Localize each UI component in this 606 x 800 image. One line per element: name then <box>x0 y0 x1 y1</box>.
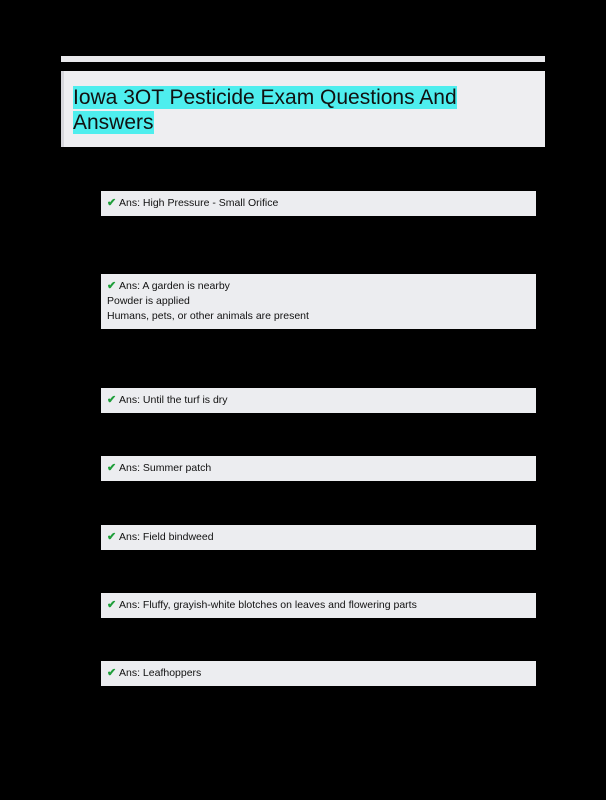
answer-line: ✔ Ans: Summer patch <box>107 462 212 474</box>
page-title: Iowa 3OT Pesticide Exam Questions And Answers <box>73 86 457 134</box>
checkmark-icon: ✔ <box>107 599 117 611</box>
checkmark-icon: ✔ <box>107 531 117 543</box>
checkmark-icon: ✔ <box>107 280 117 292</box>
answer-line: ✔ Ans: Field bindweed <box>107 531 214 543</box>
answer-line: Powder is applied <box>107 295 190 307</box>
answer-line: ✔ Ans: High Pressure - Small Orifice <box>107 197 279 209</box>
answer-line: Humans, pets, or other animals are present <box>107 310 309 322</box>
checkmark-icon: ✔ <box>107 667 117 679</box>
answer-block <box>101 593 536 618</box>
answer-line: ✔ Ans: Leafhoppers <box>107 667 202 679</box>
answer-block <box>101 274 536 329</box>
answer-block <box>101 456 536 481</box>
answer-line: ✔ Ans: Until the turf is dry <box>107 394 228 406</box>
answer-block <box>101 525 536 550</box>
answer-block <box>101 388 536 413</box>
answer-line: ✔ Ans: Fluffy, grayish-white blotches on leaves and flowering parts <box>107 599 417 611</box>
title-box <box>61 71 545 147</box>
answer-line: ✔ Ans: A garden is nearby <box>107 280 230 292</box>
answer-block <box>101 661 536 686</box>
checkmark-icon: ✔ <box>107 394 117 406</box>
checkmark-icon: ✔ <box>107 197 117 209</box>
answer-block <box>101 191 536 216</box>
checkmark-icon: ✔ <box>107 462 117 474</box>
top-rule <box>61 56 545 62</box>
